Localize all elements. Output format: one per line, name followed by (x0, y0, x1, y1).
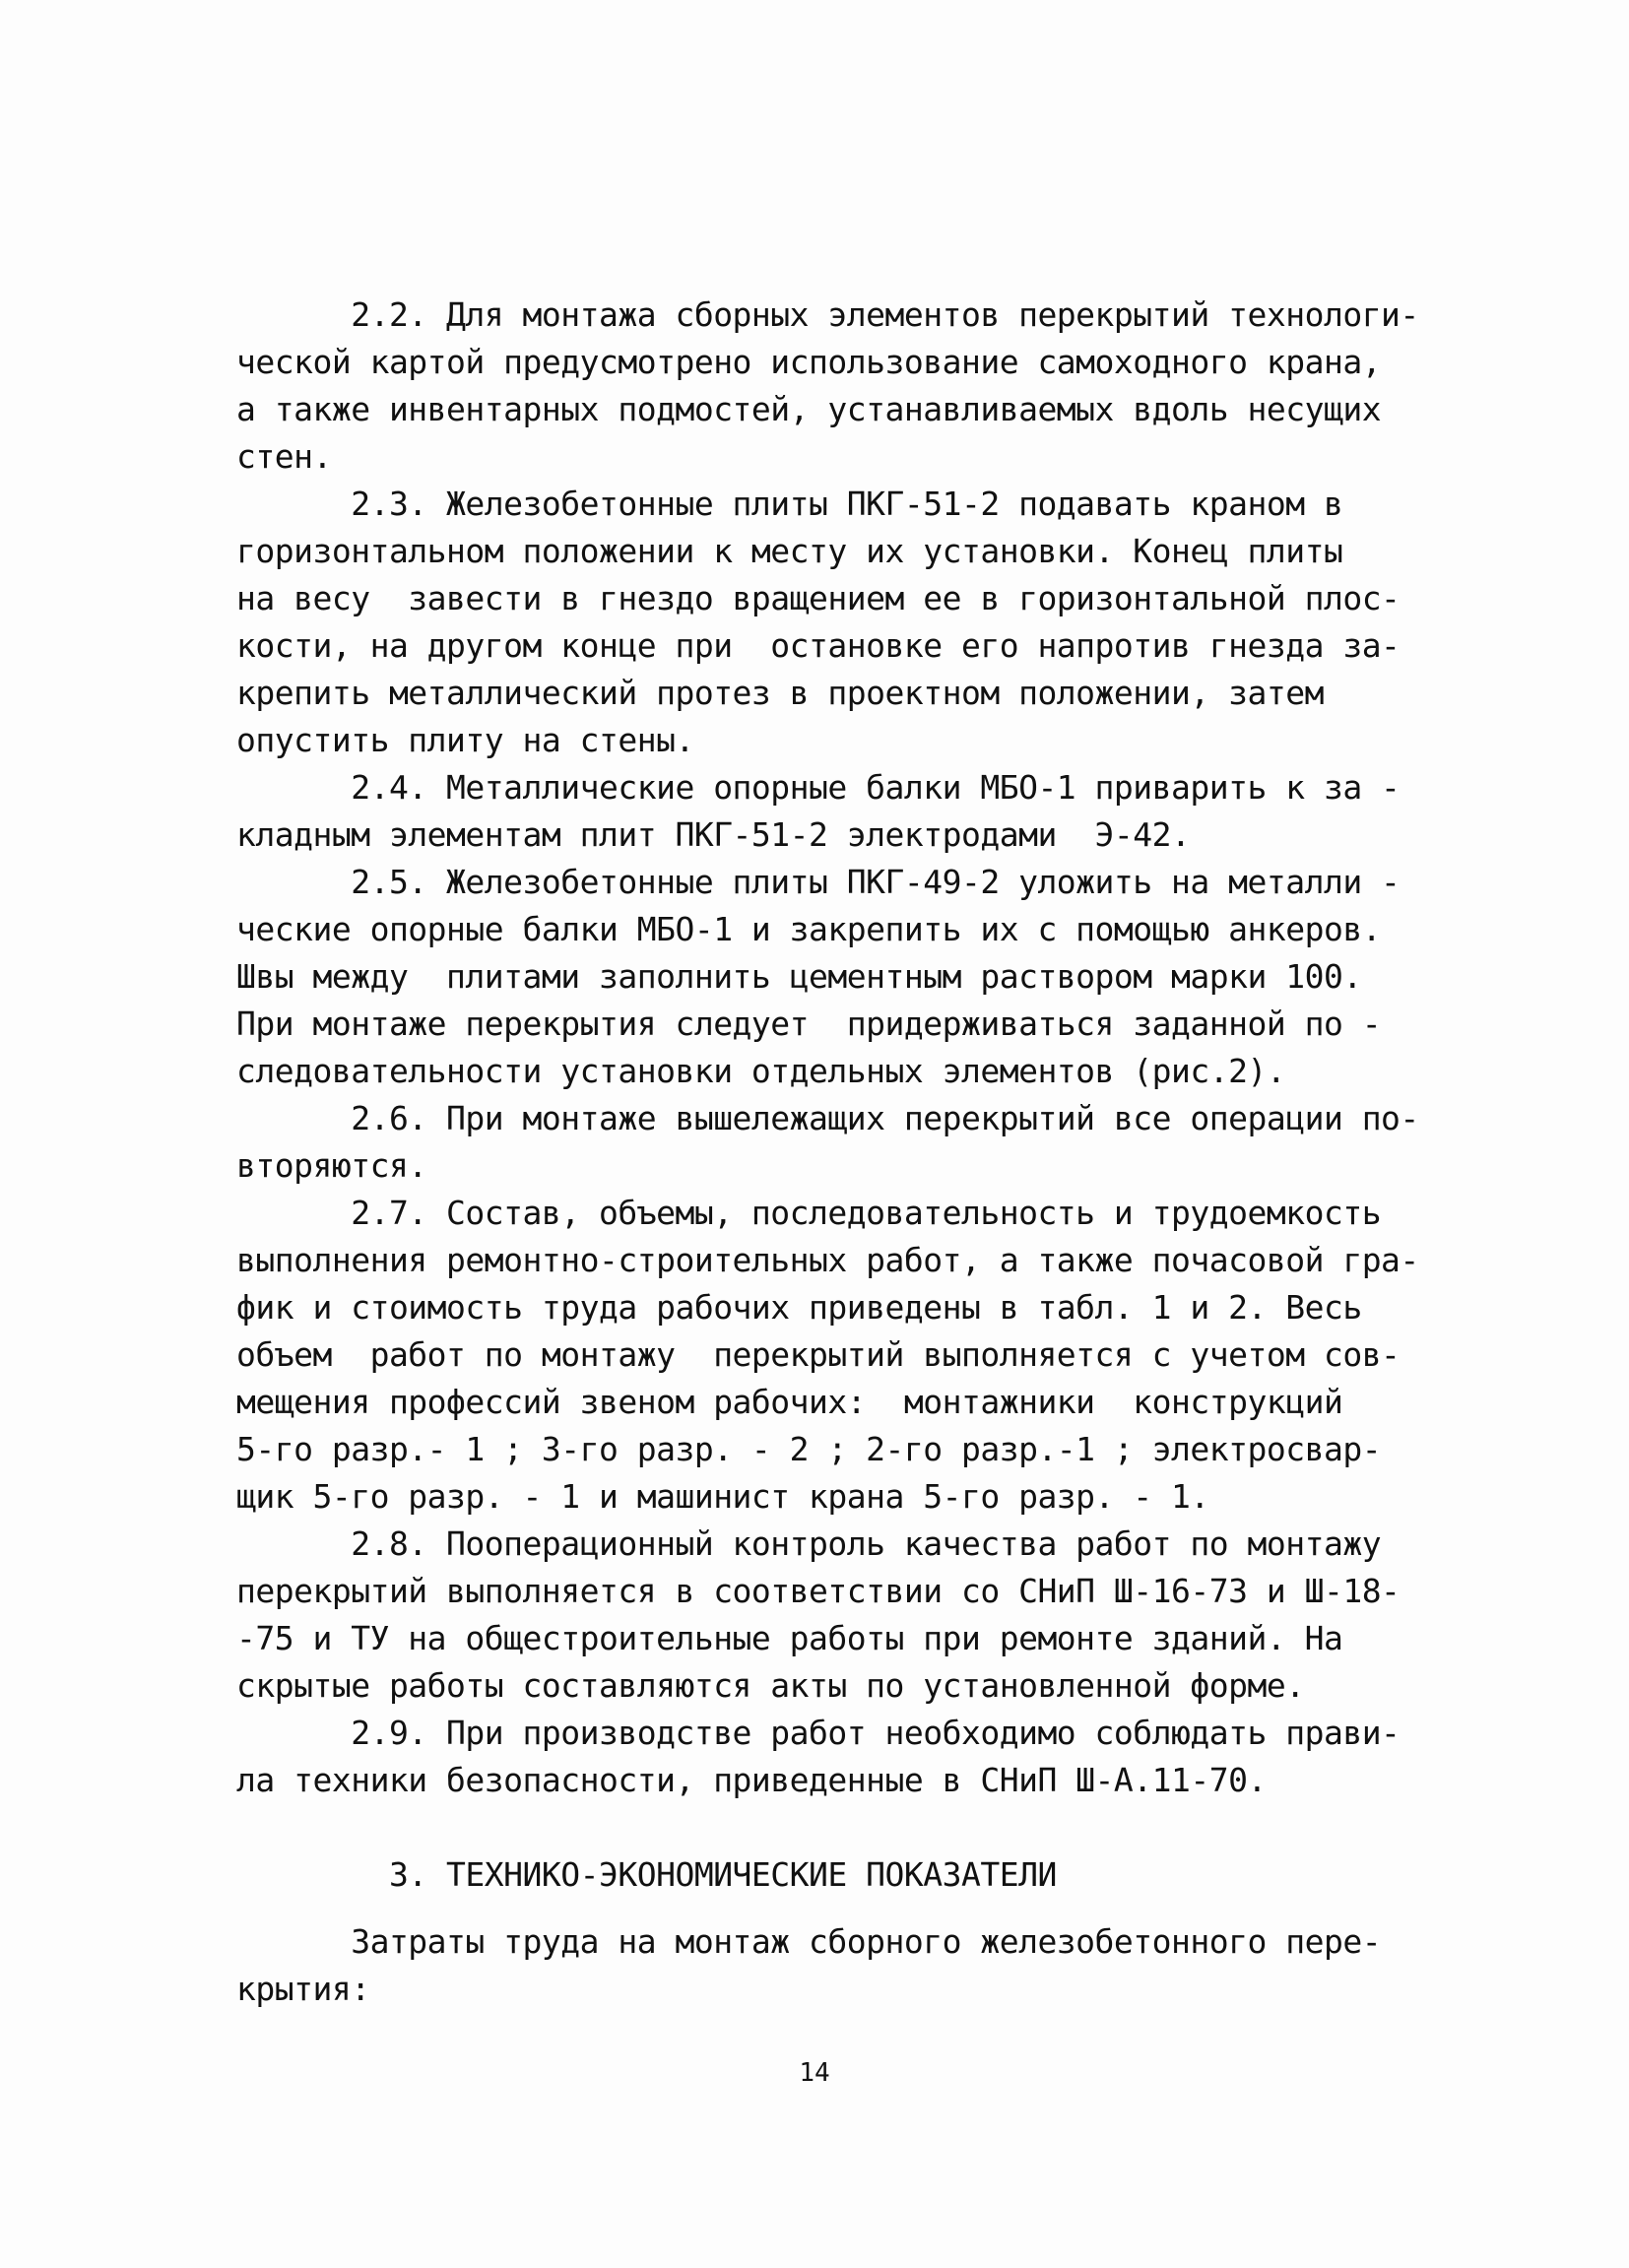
text-line: кости, на другом конце при остановке его напротив гнезда за- (236, 626, 1401, 665)
text-line: перекрытий выполняется в соответствии со СНиП Ш-16-73 и Ш-18- (236, 1572, 1401, 1610)
paragraph-2-6 (236, 1095, 1443, 1190)
text-line: горизонтальном положении к месту их установки. Конец плиты (236, 532, 1343, 570)
page-content (236, 292, 1443, 2013)
paragraph-2-8 (236, 1521, 1443, 1710)
text-line: -75 и ТУ на общестроительные работы при ремонте зданий. На (236, 1619, 1343, 1657)
text-line: щик 5-го разр. - 1 и машинист крана 5-го разр. - 1. (236, 1477, 1209, 1516)
paragraph-2-3 (236, 481, 1443, 764)
text-line: 2.5. Железобетонные плиты ПКГ-49-2 уложить на металли - (236, 863, 1401, 901)
text-line: крытия: (236, 1970, 370, 2008)
text-line: 2.2. Для монтажа сборных элементов перекрытий технологи- (236, 295, 1419, 334)
paragraph-2-5 (236, 859, 1443, 1095)
text-line: объем работ по монтажу перекрытий выполняется с учетом сов- (236, 1335, 1401, 1374)
paragraph-2-2 (236, 292, 1443, 481)
paragraph-2-7 (236, 1190, 1443, 1521)
text-line: 2.8. Пооперационный контроль качества работ по монтажу (236, 1524, 1382, 1563)
text-line: 2.7. Состав, объемы, последовательность и трудоемкость (236, 1194, 1382, 1232)
paragraph-2-4 (236, 764, 1443, 859)
text-line: 2.3. Железобетонные плиты ПКГ-51-2 подавать краном в (236, 485, 1343, 523)
paragraph-2-9 (236, 1710, 1443, 1804)
text-line: следовательности установки отдельных элементов (рис.2). (236, 1052, 1286, 1090)
text-line: фик и стоимость труда рабочих приведены в табл. 1 и 2. Весь (236, 1288, 1362, 1327)
closing-paragraph (236, 1918, 1443, 2013)
text-line: вторяются. (236, 1146, 427, 1185)
page-number: 14 (799, 2058, 830, 2088)
text-line: 5-го разр.- 1 ; 3-го разр. - 2 ; 2-го разр.-1 ; электросвар- (236, 1430, 1382, 1468)
text-line: Затраты труда на монтаж сборного железобетонного пере- (236, 1922, 1382, 1961)
text-line: 2.6. При монтаже вышележащих перекрытий все операции по- (236, 1099, 1419, 1137)
text-line: Швы между плитами заполнить цементным раствором марки 100. (236, 957, 1362, 996)
section-heading: 3. ТЕХНИКО-ЭКОНОМИЧЕСКИЕ ПОКАЗАТЕЛИ (236, 1855, 1057, 1894)
text-line: мещения профессий звеном рабочих: монтажники конструкций (236, 1383, 1343, 1421)
text-line: 2.9. При производстве работ необходимо соблюдать прави- (236, 1714, 1401, 1752)
text-line: выполнения ремонтно-строительных работ, а также почасовой гра- (236, 1241, 1419, 1279)
text-line: ческие опорные балки МБО-1 и закрепить их с помощью анкеров. (236, 910, 1382, 948)
text-line: стен. (236, 437, 332, 476)
text-line: 2.4. Металлические опорные балки МБО-1 приварить к за - (236, 768, 1401, 807)
text-line: крепить металлический протез в проектном положении, затем (236, 674, 1324, 712)
text-line: скрытые работы составляются акты по установленной форме. (236, 1666, 1305, 1705)
text-line: При монтаже перекрытия следует придерживаться заданной по - (236, 1004, 1382, 1043)
text-line: опустить плиту на стены. (236, 721, 694, 759)
text-line: на весу завести в гнездо вращением ее в горизонтальной плос- (236, 579, 1401, 617)
text-line: ла техники безопасности, приведенные в СНиП Ш-А.11-70. (236, 1761, 1267, 1799)
text-line: ческой картой предусмотрено использование самоходного крана, (236, 343, 1382, 381)
text-line: а также инвентарных подмостей, устанавливаемых вдоль несущих (236, 390, 1382, 428)
text-line: кладным элементам плит ПКГ-51-2 электродами Э-42. (236, 815, 1191, 854)
